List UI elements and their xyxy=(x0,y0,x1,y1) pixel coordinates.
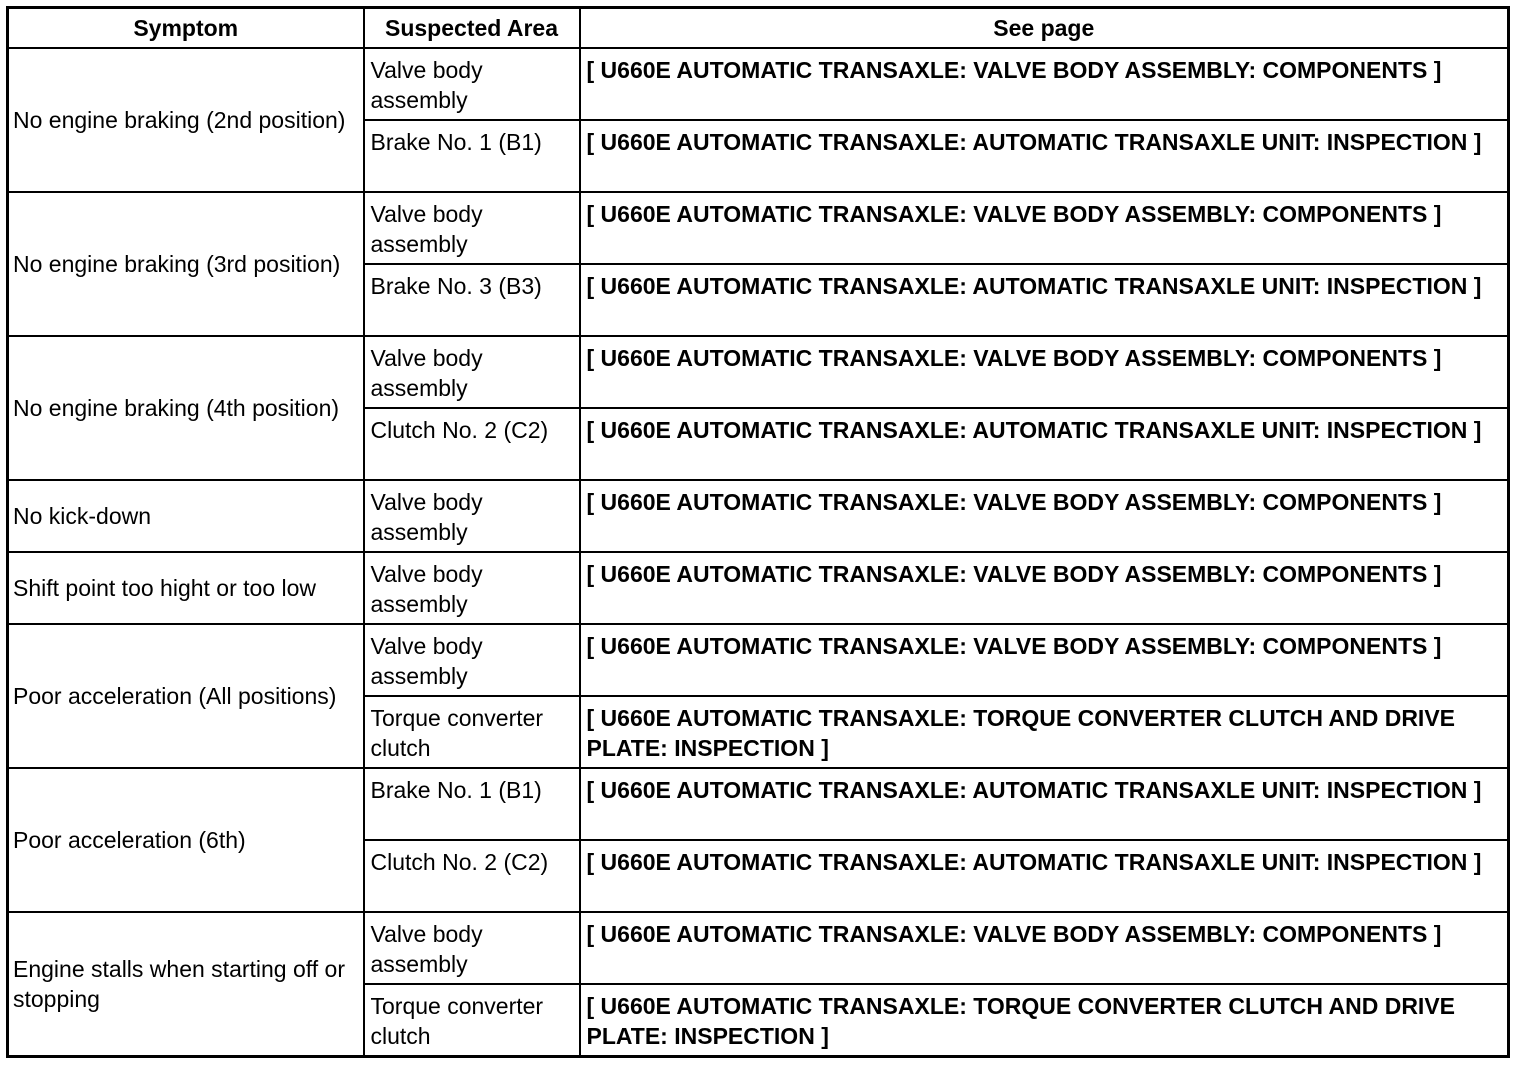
table-row xyxy=(8,624,1509,696)
see-page-link[interactable]: [ U660E AUTOMATIC TRANSAXLE: VALVE BODY ASSEMBLY: COMPONENTS ] xyxy=(580,48,1509,120)
symptom-cell: Shift point too hight or too low xyxy=(8,552,364,624)
see-page-link[interactable]: [ U660E AUTOMATIC TRANSAXLE: VALVE BODY ASSEMBLY: COMPONENTS ] xyxy=(580,552,1509,624)
suspected-area-cell: Valve body assembly xyxy=(364,336,580,408)
symptom-cell: No kick-down xyxy=(8,480,364,552)
suspected-area-cell: Brake No. 3 (B3) xyxy=(364,264,580,336)
see-page-link[interactable]: [ U660E AUTOMATIC TRANSAXLE: TORQUE CONVERTER CLUTCH AND DRIVE PLATE: INSPECTION ] xyxy=(580,984,1509,1057)
symptom-cell: Engine stalls when starting off or stopping xyxy=(8,912,364,1057)
table-row xyxy=(8,768,1509,840)
suspected-area-cell: Brake No. 1 (B1) xyxy=(364,768,580,840)
suspected-area-cell: Clutch No. 2 (C2) xyxy=(364,408,580,480)
suspected-area-cell: Torque converter clutch xyxy=(364,984,580,1057)
symptom-cell: Poor acceleration (All positions) xyxy=(8,624,364,768)
see-page-link[interactable]: [ U660E AUTOMATIC TRANSAXLE: VALVE BODY ASSEMBLY: COMPONENTS ] xyxy=(580,912,1509,984)
table-row xyxy=(8,480,1509,552)
table-row xyxy=(8,48,1509,120)
table-row xyxy=(8,192,1509,264)
see-page-link[interactable]: [ U660E AUTOMATIC TRANSAXLE: VALVE BODY ASSEMBLY: COMPONENTS ] xyxy=(580,192,1509,264)
suspected-area-cell: Valve body assembly xyxy=(364,624,580,696)
suspected-area-cell: Torque converter clutch xyxy=(364,696,580,768)
see-page-link[interactable]: [ U660E AUTOMATIC TRANSAXLE: AUTOMATIC TRANSAXLE UNIT: INSPECTION ] xyxy=(580,264,1509,336)
suspected-area-cell: Valve body assembly xyxy=(364,912,580,984)
suspected-area-cell: Valve body assembly xyxy=(364,480,580,552)
see-page-link[interactable]: [ U660E AUTOMATIC TRANSAXLE: TORQUE CONVERTER CLUTCH AND DRIVE PLATE: INSPECTION ] xyxy=(580,696,1509,768)
see-page-link[interactable]: [ U660E AUTOMATIC TRANSAXLE: VALVE BODY ASSEMBLY: COMPONENTS ] xyxy=(580,336,1509,408)
see-page-link[interactable]: [ U660E AUTOMATIC TRANSAXLE: AUTOMATIC TRANSAXLE UNIT: INSPECTION ] xyxy=(580,408,1509,480)
header-symptom: Symptom xyxy=(8,8,364,49)
symptom-cell: No engine braking (4th position) xyxy=(8,336,364,480)
see-page-link[interactable]: [ U660E AUTOMATIC TRANSAXLE: AUTOMATIC TRANSAXLE UNIT: INSPECTION ] xyxy=(580,768,1509,840)
table-row xyxy=(8,552,1509,624)
suspected-area-cell: Valve body assembly xyxy=(364,192,580,264)
troubleshooting-table xyxy=(6,6,1510,1058)
header-suspected-area: Suspected Area xyxy=(364,8,580,49)
symptom-cell: No engine braking (2nd position) xyxy=(8,48,364,192)
suspected-area-cell: Valve body assembly xyxy=(364,48,580,120)
see-page-link[interactable]: [ U660E AUTOMATIC TRANSAXLE: VALVE BODY ASSEMBLY: COMPONENTS ] xyxy=(580,624,1509,696)
see-page-link[interactable]: [ U660E AUTOMATIC TRANSAXLE: AUTOMATIC TRANSAXLE UNIT: INSPECTION ] xyxy=(580,120,1509,192)
table-row xyxy=(8,336,1509,408)
table-row xyxy=(8,912,1509,984)
suspected-area-cell: Brake No. 1 (B1) xyxy=(364,120,580,192)
suspected-area-cell: Valve body assembly xyxy=(364,552,580,624)
table-body xyxy=(8,48,1509,1057)
see-page-link[interactable]: [ U660E AUTOMATIC TRANSAXLE: VALVE BODY ASSEMBLY: COMPONENTS ] xyxy=(580,480,1509,552)
symptom-cell: Poor acceleration (6th) xyxy=(8,768,364,912)
header-see-page: See page xyxy=(580,8,1509,49)
symptom-cell: No engine braking (3rd position) xyxy=(8,192,364,336)
suspected-area-cell: Clutch No. 2 (C2) xyxy=(364,840,580,912)
header-row xyxy=(8,8,1509,49)
see-page-link[interactable]: [ U660E AUTOMATIC TRANSAXLE: AUTOMATIC TRANSAXLE UNIT: INSPECTION ] xyxy=(580,840,1509,912)
